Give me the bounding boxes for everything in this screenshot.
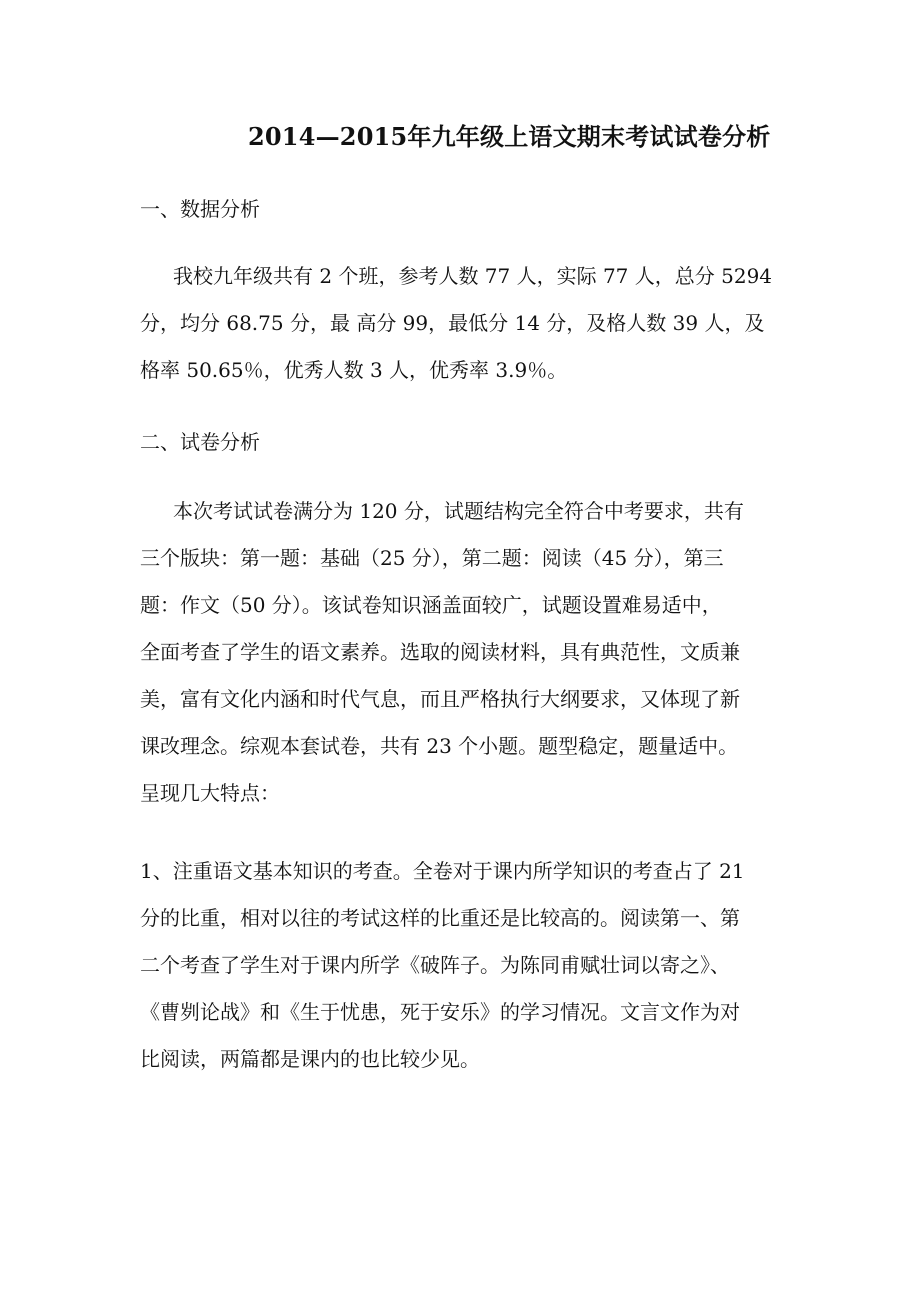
document-title: 2014—2015年九年级上语文期末考试试卷分析 [248,122,771,151]
paragraph-line: 美，富有文化内涵和时代气息，而且严格执行大纲要求，又体现了新 [140,687,740,711]
paragraph-line: 本次考试试卷满分为 120 分，试题结构完全符合中考要求，共有 [173,499,744,523]
paragraph-line: 比阅读，两篇都是课内的也比较少见。 [140,1047,480,1071]
section-heading-data-analysis: 一、数据分析 [140,197,260,221]
paragraph-point-1 [140,848,785,1083]
section-heading-paper-analysis: 二、试卷分析 [140,430,260,454]
paragraph-line: 题：作文（50 分）。该试卷知识涵盖面较广，试题设置难易适中， [140,593,722,617]
paragraph-paper-analysis [140,488,785,817]
paragraph-line: 呈现几大特点： [140,781,280,805]
paragraph-line: 分，均分 68.75 分，最 高分 99，最低分 14 分，及格人数 39 人，及 [140,311,765,335]
paragraph-line: 我校九年级共有 2 个班，参考人数 77 人，实际 77 人，总分 5294 [173,264,773,288]
paragraph-line: 全面考查了学生的语文素养。选取的阅读材料，具有典范性，文质兼 [140,640,740,664]
paragraph-line: 格率 50.65％，优秀人数 3 人，优秀率 3.9％。 [140,358,568,382]
paragraph-data-analysis [140,253,785,394]
paragraph-line: 分的比重，相对以往的考试这样的比重还是比较高的。阅读第一、第 [140,906,740,930]
paragraph-line: 《曹刿论战》和《生于忧患，死于安乐》的学习情况。文言文作为对 [140,1000,740,1024]
paragraph-line: 课改理念。综观本套试卷，共有 23 个小题。题型稳定，题量适中。 [140,734,739,758]
paragraph-line: 二个考查了学生对于课内所学《破阵子。为陈同甫赋壮词以寄之》、 [140,953,730,977]
paragraph-line: 1、注重语文基本知识的考查。全卷对于课内所学知识的考查占了 21 [140,859,745,883]
paragraph-line: 三个版块：第一题：基础（25 分），第二题：阅读（45 分），第三 [140,546,724,570]
